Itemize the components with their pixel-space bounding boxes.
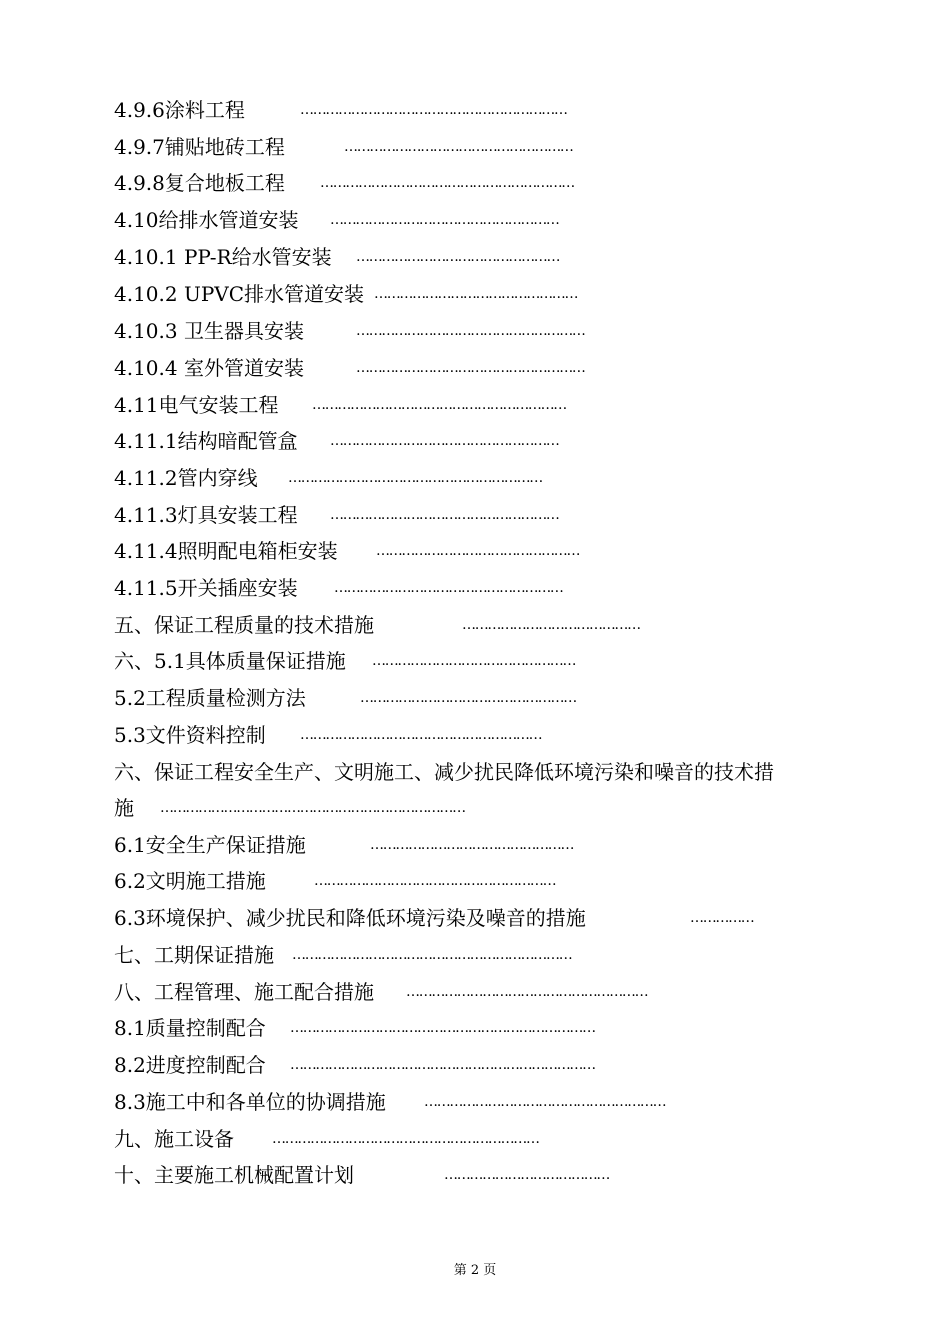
toc-entry-title: 4.11.4照明配电箱柜安装	[114, 539, 338, 563]
toc-dot-leader: ………………………………………………	[330, 433, 559, 449]
toc-dot-leader: …………………………………………………	[424, 1094, 666, 1110]
toc-entry-title: 6.3环境保护、减少扰民和降低环境污染及噪音的措施	[114, 906, 586, 930]
toc-dot-leader: ……………………………………………………	[320, 175, 575, 191]
toc-entry-title: 4.10给排水管道安装	[114, 208, 299, 232]
toc-entry-title: 十、主要施工机械配置计划	[114, 1163, 354, 1187]
toc-entry-title: 4.11.2管内穿线	[114, 466, 258, 490]
toc-dot-leader: ……………………………………………………	[288, 470, 543, 486]
toc-dot-leader: ………………………………………………………………	[290, 1057, 595, 1073]
toc-dot-leader: ………………………………………………	[344, 139, 573, 155]
toc-entry-title: 6.2文明施工措施	[114, 869, 266, 893]
toc-entry-title: 4.11.1结构暗配管盒	[114, 429, 298, 453]
toc-entry-title: 5.2工程质量检测方法	[114, 686, 306, 710]
toc-dot-leader: …………………………………………	[356, 249, 560, 265]
toc-entry-title: 4.10.2 UPVC排水管道安装	[114, 282, 365, 306]
toc-entry-title: 6.1安全生产保证措施	[114, 833, 306, 857]
toc-dot-leader: ………………………………………………	[334, 580, 563, 596]
page-footer: 第 2 页	[453, 1263, 497, 1278]
toc-entry-title: 8.2进度控制配合	[114, 1053, 266, 1077]
toc-dot-leader: …………………………………………	[372, 653, 576, 669]
toc-dot-leader: …………………………………………………………	[292, 947, 572, 963]
toc-entry-title: 4.11.5开关插座安装	[114, 576, 298, 600]
toc-entry-title: 六、保证工程安全生产、文明施工、减少扰民降低环境污染和噪音的技术措	[114, 760, 774, 784]
toc-entry-title: 六、5.1具体质量保证措施	[114, 649, 346, 673]
toc-entry-title: 4.10.3 卫生器具安装	[114, 319, 304, 343]
toc-entry-title: 5.3文件资料控制	[114, 723, 266, 747]
toc-dot-leader: ……………	[690, 910, 754, 926]
toc-entry-title: 4.9.7铺贴地砖工程	[114, 135, 285, 159]
toc-dot-leader: …………………………………………	[374, 286, 578, 302]
toc-entry-title: 4.11.3灯具安装工程	[114, 503, 298, 527]
toc-dot-leader: ………………………………………………	[356, 360, 585, 376]
toc-dot-leader: ……………………………………………………	[312, 397, 567, 413]
toc-entry-title: 七、工期保证措施	[114, 943, 274, 967]
toc-dot-leader: …………………………………………	[370, 837, 574, 853]
toc-dot-leader: ………………………………………………………	[300, 102, 567, 118]
toc-dot-leader: …………………………………	[444, 1167, 610, 1183]
toc-dot-leader: ………………………………………………………	[272, 1131, 539, 1147]
toc-entry-title: 8.1质量控制配合	[114, 1016, 266, 1040]
toc-entry-title: 五、保证工程质量的技术措施	[114, 613, 374, 637]
toc-entry-title: 九、施工设备	[114, 1127, 234, 1151]
toc-dot-leader: ………………………………………………	[330, 507, 559, 523]
toc-entry-title: 八、工程管理、施工配合措施	[114, 980, 374, 1004]
toc-entry-title: 4.10.4 室外管道安装	[114, 356, 304, 380]
toc-entry-title: 施	[114, 796, 134, 820]
toc-entry-title: 4.11电气安装工程	[114, 393, 279, 417]
toc-dot-leader: …………………………………………………	[300, 727, 542, 743]
toc-dot-leader: …………………………………………………	[314, 873, 556, 889]
toc-entry-title: 4.10.1 PP-R给水管安装	[114, 245, 332, 269]
toc-dot-leader: …………………………………………	[376, 543, 580, 559]
toc-dot-leader: ……………………………………	[462, 617, 640, 633]
toc-entry-title: 8.3施工中和各单位的协调措施	[114, 1090, 386, 1114]
toc-dot-leader: ………………………………………………	[356, 323, 585, 339]
toc-dot-leader: ………………………………………………………………	[160, 800, 465, 816]
toc-dot-leader: ………………………………………………	[330, 212, 559, 228]
toc-entry-title: 4.9.6涂料工程	[114, 98, 245, 122]
toc-dot-leader: …………………………………………………	[406, 984, 648, 1000]
toc-entry-title: 4.9.8复合地板工程	[114, 171, 285, 195]
toc-dot-leader: ………………………………………………………………	[290, 1020, 595, 1036]
toc-dot-leader: ……………………………………………	[360, 690, 576, 706]
